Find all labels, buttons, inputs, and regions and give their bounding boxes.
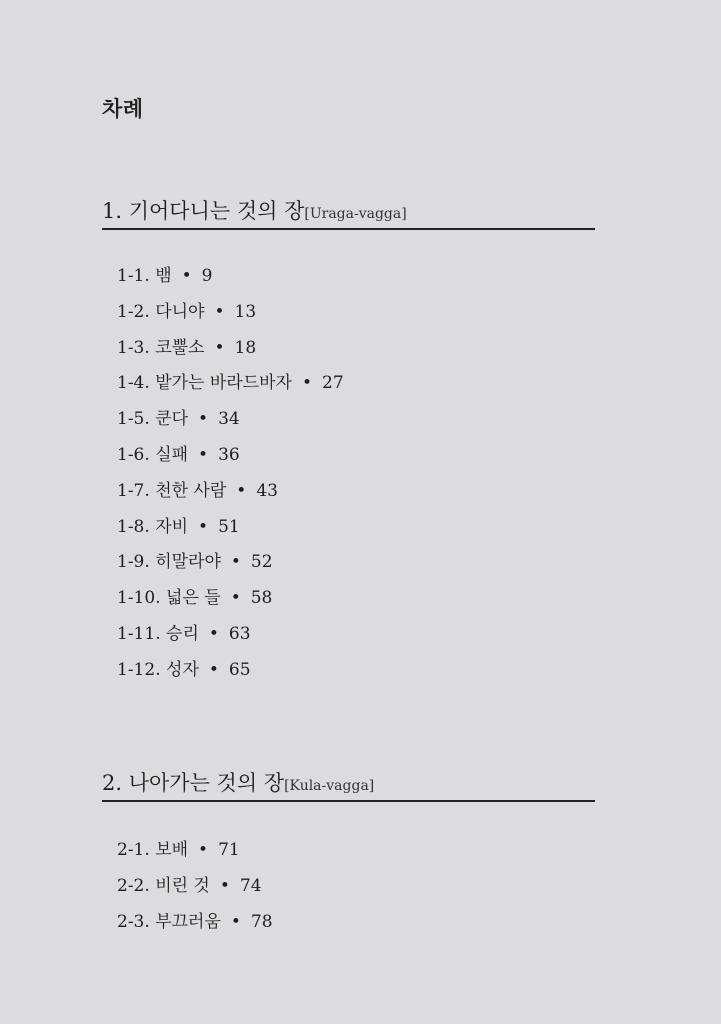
toc-item-separator: • [198, 409, 209, 430]
toc-item[interactable] [117, 586, 344, 622]
section-header [102, 192, 595, 230]
toc-item[interactable] [117, 838, 273, 874]
toc-item[interactable] [117, 300, 344, 336]
toc-item-title: 넓은 들 [166, 588, 221, 609]
toc-item-page: 51 [218, 516, 240, 537]
toc-item[interactable] [117, 264, 344, 300]
toc-item[interactable] [117, 407, 344, 443]
toc-item-number: 1-12. [117, 659, 161, 680]
toc-item-title: 승리 [166, 623, 199, 644]
toc-item-title: 자비 [155, 516, 189, 537]
toc-item-separator: • [230, 552, 241, 573]
toc-item-separator: • [230, 911, 241, 932]
toc-item-number: 2-2. [117, 875, 150, 896]
toc-item-number: 1-8. [117, 516, 150, 537]
toc-item-title: 쿤다 [155, 409, 189, 430]
toc-item[interactable] [117, 910, 273, 946]
toc-item-title: 천한 사람 [155, 480, 227, 501]
toc-item-number: 1-7. [117, 480, 150, 501]
toc-item-page: 27 [322, 373, 344, 394]
toc-item-page: 36 [218, 444, 240, 465]
toc-item-separator: • [219, 875, 230, 896]
toc-item-title: 보배 [155, 840, 189, 860]
section-title [102, 773, 374, 794]
toc-item[interactable] [117, 479, 344, 515]
section-title [102, 201, 407, 222]
section-header [102, 764, 595, 802]
toc-item-number: 1-5. [117, 409, 150, 430]
section-title-text: 2. 나아가는 것의 장 [102, 771, 285, 795]
toc-item-number: 1-6. [117, 444, 150, 465]
section-subtitle: [Uraga-vagga] [304, 206, 407, 222]
toc-item-page: 65 [228, 659, 251, 680]
section-title-text: 1. 기어다니는 것의 장 [102, 199, 305, 223]
toc-item-title: 다니야 [155, 301, 205, 322]
toc-item-number: 1-2. [117, 301, 150, 322]
toc-item-separator: • [236, 480, 247, 501]
toc-item-number: 1-1. [117, 266, 150, 286]
toc-item[interactable] [117, 550, 344, 586]
toc-item-title: 부끄러움 [155, 911, 221, 932]
toc-item-title: 밭가는 바라드바자 [155, 373, 292, 394]
toc-item-separator: • [181, 266, 192, 286]
toc-item-separator: • [230, 588, 241, 609]
toc-item[interactable] [117, 622, 344, 658]
toc-section-1 [102, 192, 595, 680]
toc-item-number: 1-9. [117, 552, 150, 573]
toc-item-page: 52 [250, 552, 273, 573]
toc-item[interactable] [117, 443, 344, 479]
toc-item-page: 78 [250, 911, 273, 932]
toc-item-page: 13 [234, 301, 257, 322]
toc-item[interactable] [117, 371, 344, 407]
toc-item-page: 58 [250, 588, 273, 609]
toc-item-number: 2-1. [117, 840, 150, 860]
page-heading: 차례 [102, 97, 144, 121]
toc-item-number: 1-4. [117, 373, 150, 394]
toc-item-separator: • [208, 623, 219, 644]
toc-section-2 [102, 764, 595, 932]
toc-item-separator: • [301, 373, 312, 394]
toc-item-page: 18 [234, 337, 257, 358]
section-subtitle: [Kula-vagga] [284, 778, 375, 794]
toc-item-number: 1-10. [117, 588, 161, 609]
toc-item-page: 63 [228, 623, 251, 644]
toc-item-separator: • [214, 301, 225, 322]
toc-item-page: 43 [256, 480, 278, 501]
toc-item-title: 히말라야 [155, 552, 221, 573]
toc-item-separator: • [198, 444, 209, 465]
toc-list [117, 838, 273, 945]
toc-item-page: 34 [218, 409, 240, 430]
toc-item-separator: • [214, 337, 225, 358]
toc-item-page: 74 [239, 875, 262, 896]
toc-item-number: 2-3. [117, 911, 150, 932]
toc-item-number: 1-11. [117, 623, 161, 644]
toc-item[interactable] [117, 874, 273, 910]
toc-item-separator: • [198, 516, 209, 537]
toc-item-page: 9 [201, 266, 213, 286]
toc-item-page: 71 [218, 840, 240, 860]
toc-item-separator: • [198, 840, 209, 860]
toc-item-title: 실패 [155, 444, 189, 465]
toc-item-title: 비린 것 [155, 875, 210, 896]
toc-list [117, 264, 344, 694]
toc-item-title: 성자 [166, 659, 199, 680]
toc-item-title: 뱀 [155, 266, 172, 286]
toc-item[interactable] [117, 658, 344, 694]
toc-item-title: 코뿔소 [155, 337, 205, 358]
toc-item[interactable] [117, 515, 344, 551]
toc-item-number: 1-3. [117, 337, 150, 358]
toc-item[interactable] [117, 336, 344, 372]
toc-item-separator: • [208, 659, 219, 680]
